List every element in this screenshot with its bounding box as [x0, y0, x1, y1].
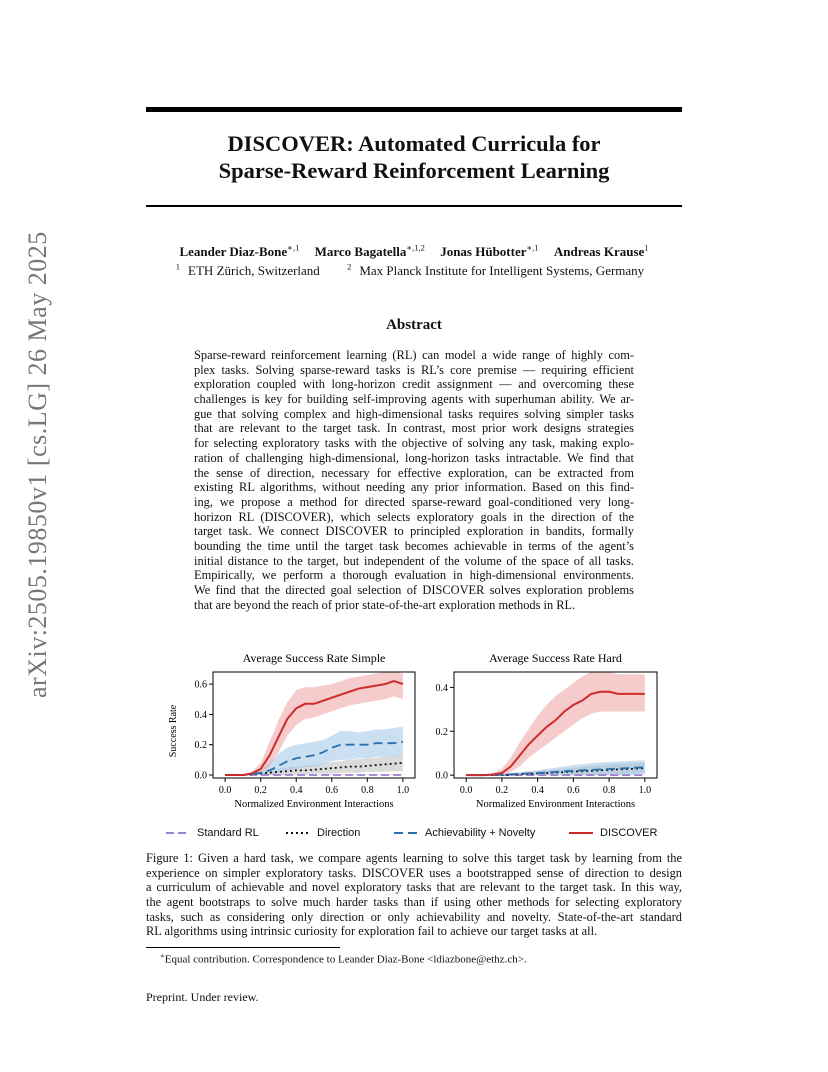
chart-title: Average Success Rate Hard — [489, 651, 622, 665]
abstract-line: target task. We connect DISCOVER to principled exploration in bandits, formally — [194, 524, 634, 539]
x-tick-label: 1.0 — [638, 785, 652, 796]
author-affil-mark: ∗,1 — [287, 243, 300, 253]
caption-line: RL algorithms using intrinsic curiosity for exploration fail to achieve our target tasks at all. — [146, 924, 598, 939]
x-axis-label: Normalized Environment Interactions — [475, 799, 636, 810]
legend-item — [393, 827, 535, 839]
legend-swatch — [285, 828, 311, 838]
affil-name: ETH Zürich, Switzerland — [188, 263, 320, 279]
legend-label: Direction — [317, 827, 361, 839]
caption-line: Figure 1: Given a hard task, we compare agents learning to solve this target task by learning from the — [146, 851, 682, 865]
abstract-line: horizon RL (DISCOVER), which selects exploratory goals in the direction of the — [194, 509, 634, 524]
figure-legend — [160, 827, 670, 845]
title-top-rule — [146, 107, 682, 112]
abstract-line: plex tasks. Solving sparse-reward tasks is RL’s core premise — requiring efficient — [194, 362, 634, 377]
x-tick-label: 0.4 — [289, 785, 303, 796]
x-tick-label: 0.0 — [459, 785, 473, 796]
legend-label: Standard RL — [197, 827, 259, 839]
y-tick-label: 0.0 — [435, 770, 448, 782]
abstract-line: gue that solving complex and high-dimensional tasks requires solving simpler tasks — [194, 406, 634, 421]
chart-panel — [168, 651, 415, 810]
legend-swatch — [165, 828, 191, 838]
abstract-line: that are beyond the reach of prior state-of-the-art exploration methods in RL. — [194, 597, 576, 612]
abstract-line: challenges is key for building self-improving agents with superhuman ability. We ar- — [194, 392, 634, 407]
x-axis-label: Normalized Environment Interactions — [234, 799, 394, 810]
y-tick-label: 0.0 — [194, 770, 207, 782]
abstract-line: initial distance to the target, but independent of the volume of the space of all tasks. — [194, 553, 634, 568]
author-name: Andreas Krause — [553, 244, 645, 260]
y-tick-label: 0.2 — [435, 726, 448, 738]
x-tick-label: 0.2 — [254, 785, 267, 796]
author — [179, 244, 299, 259]
abstract-line: existing RL algorithms, without needing any prior information. Based on this find- — [194, 480, 634, 495]
legend-item — [165, 827, 259, 839]
footnote-mark: ∗ — [160, 952, 165, 960]
footnote — [160, 952, 680, 966]
x-tick-label: 0.8 — [361, 785, 374, 796]
y-axis-label: Success Rate — [168, 704, 179, 758]
author — [315, 244, 425, 259]
author-affil-mark: 1 — [644, 243, 649, 253]
series-band — [466, 672, 645, 775]
x-tick-label: 0.0 — [218, 785, 232, 796]
author-affil-mark: ∗,1,2 — [406, 243, 425, 253]
abstract-line: that are relevant to the target task. In contrast, most prior work designs strategies — [194, 421, 634, 436]
y-tick-label: 0.6 — [194, 679, 207, 691]
caption-line: experience on simpler exploratory tasks. DISCOVER uses a bootstrapped sense of direction to design — [146, 865, 682, 880]
y-tick-label: 0.4 — [194, 709, 207, 721]
affiliation — [347, 263, 652, 278]
x-tick-label: 0.4 — [531, 785, 544, 796]
y-tick-label: 0.2 — [194, 740, 207, 752]
abstract-line: for selecting exploratory tasks with the objective of solving any task, making explo- — [194, 436, 634, 451]
title-line-2: Sparse-Reward Reinforcement Learning — [218, 158, 610, 183]
chart-panel — [436, 651, 658, 810]
abstract-line: the sense of direction, necessary for effective exploration, can be extracted from — [194, 465, 634, 480]
author-name: Leander Diaz-Bone — [179, 244, 288, 260]
abstract-line: Empirically, we perform a thorough evaluation in high-dimensional environments. — [194, 568, 634, 583]
affil-mark: 1 — [175, 262, 181, 272]
author — [554, 244, 649, 259]
abstract-line: Sparse-reward reinforcement learning (RL) can model a wide range of highly com- — [194, 348, 634, 362]
affil-mark: 2 — [347, 262, 352, 272]
author — [440, 244, 538, 259]
series-band — [466, 760, 645, 775]
legend-swatch — [568, 828, 594, 838]
affiliation — [176, 263, 328, 278]
footnote-rule — [146, 947, 340, 948]
arxiv-sidebar-stamp: arXiv:2505.19850v1 [cs.LG] 26 May 2025 — [23, 231, 52, 698]
y-tick-label: 0.4 — [435, 682, 448, 694]
abstract-line: ing, we propose a method for directed sparse-reward goal-conditioned very long- — [194, 494, 634, 509]
figure-caption — [146, 851, 682, 939]
legend-label: Achievability + Novelty — [425, 827, 536, 839]
legend-label: DISCOVER — [600, 827, 658, 839]
caption-line: a curriculum of achievable and novel exploratory tasks that are relevant to the target task. In this way, — [146, 880, 682, 895]
abstract-line: bounding the time until the target task becomes achievable in terms of the agent’s — [194, 538, 634, 553]
author-affil-mark: ∗,1 — [526, 243, 539, 253]
affil-name: Max Planck Institute for Intelligent Systems, Germany — [359, 263, 645, 279]
legend-item — [285, 827, 360, 839]
x-tick-label: 0.8 — [602, 785, 616, 796]
abstract-line: We find that the directed goal selection of DISCOVER solves exploration problems — [194, 583, 634, 597]
legend-item — [568, 827, 657, 839]
x-tick-label: 0.6 — [325, 785, 339, 796]
abstract-line: exploration coupled with long-horizon credit assignment — and overcoming these — [194, 377, 634, 392]
author-list — [146, 243, 682, 260]
legend-swatch — [393, 828, 419, 838]
author-name: Jonas Hübotter — [440, 244, 527, 260]
title-bottom-rule — [146, 205, 682, 207]
chart-title: Average Success Rate Simple — [242, 651, 386, 665]
footnote-text: Equal contribution. Correspondence to Leander Diaz-Bone <ldiazbone@ethz.ch>. — [164, 953, 527, 966]
abstract-body — [194, 348, 634, 612]
x-tick-label: 1.0 — [396, 785, 410, 796]
x-tick-label: 0.6 — [567, 785, 580, 796]
caption-line: the agent bootstraps to solve much harder tasks than if using other methods for selecting exploratory — [146, 895, 682, 910]
author-name: Marco Bagatella — [314, 244, 407, 260]
preprint-note: Preprint. Under review. — [146, 990, 259, 1004]
caption-line: tasks, such as considering only direction or only achievability and novelty. State-of-the-art standard — [146, 909, 682, 924]
affiliations — [146, 262, 682, 279]
paper-title — [146, 130, 682, 184]
abstract-heading: Abstract — [386, 317, 442, 333]
title-line-1: DISCOVER: Automated Curricula for — [227, 131, 601, 156]
x-tick-label: 0.2 — [495, 785, 509, 796]
abstract-line: ration of challenging high-dimensional, long-horizon tasks intractable. We find that — [194, 450, 634, 465]
figure-1-charts — [160, 644, 670, 820]
